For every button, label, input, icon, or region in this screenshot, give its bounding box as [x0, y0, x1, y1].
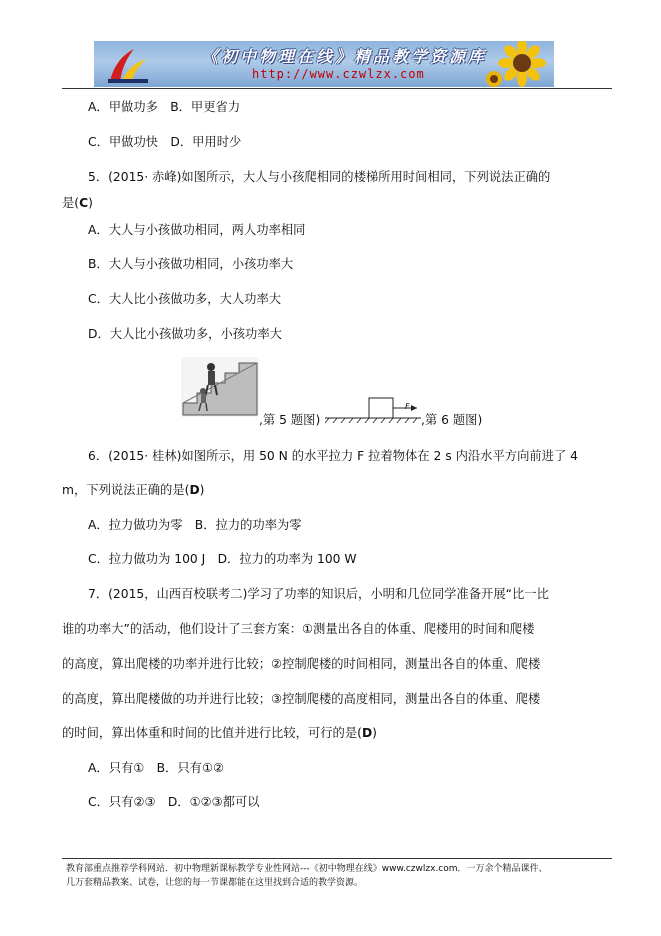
header-rule: [62, 88, 612, 89]
q6-options-cd: C．拉力做功为 100 J D．拉力的功率为 100 W: [88, 552, 357, 566]
q5-answer: C: [79, 196, 89, 210]
q5-option-a: A．大人与小孩做功相同，两人功率相同: [88, 223, 306, 237]
q7-stem-line3: 的高度，算出爬楼的功率并进行比较；②控制爬楼的时间相同，测量出各自的体重、爬楼: [62, 657, 541, 671]
q6-answer: D: [189, 483, 200, 497]
q5-stem-line2: 是(C): [62, 196, 93, 210]
q7-stem-line5: 的时间，算出体重和时间的比值并进行比较，可行的是(D): [62, 726, 377, 740]
q7-options-cd: C．只有②③ D．①②③都可以: [88, 795, 260, 809]
q6-stem-line2: m，下列说法正确的是(D): [62, 483, 205, 497]
fig6-force-label: F: [405, 402, 410, 411]
q6-options-ab: A．拉力做功为零 B．拉力的功率为零: [88, 518, 302, 532]
q7-stem-line2: 谁的功率大”的活动，他们设计了三套方案：①测量出各自的体重、爬楼用的时间和爬楼: [62, 622, 535, 636]
q5-option-c: C．大人比小孩做功多，大人功率大: [88, 292, 282, 306]
q7-stem-line1: 7．(2015，山西百校联考二)学习了功率的知识后，小明和几位同学准备开展“比一比: [88, 587, 549, 601]
q5-option-b: B．大人与小孩做功相同，小孩功率大: [88, 257, 294, 271]
q7-answer: D: [361, 726, 373, 740]
q4-options-ab: A．甲做功多 B．甲更省力: [88, 100, 241, 114]
q5-stem-line1: 5．(2015· 赤峰)如图所示，大人与小孩爬相同的楼梯所用时间相同，下列说法正确的: [88, 170, 551, 184]
header-banner: [94, 41, 554, 87]
q4-options-cd: C．甲做功快 D．甲用时少: [88, 135, 242, 149]
q6-stem-line1: 6．(2015· 桂林)如图所示，用 50 N 的水平拉力 F 拉着物体在 2 s 内沿水平方向前进了 4: [88, 449, 578, 463]
q5-option-d: D．大人比小孩做功多，小孩功率大: [88, 327, 282, 341]
fig5-caption: ,第 5 题图): [259, 413, 321, 427]
stairs-figure: [181, 357, 259, 417]
fig6-caption: ,第 6 题图): [421, 413, 483, 427]
footer-line1: 教育部重点推荐学科网站．初中物理新课标教学专业性网站---《初中物理在线》www.czwlzx.com．一万余个精品课件、: [66, 864, 548, 874]
site-logo-icon: [104, 45, 152, 85]
q7-stem-line4: 的高度，算出爬楼做的功并进行比较；③控制爬楼的高度相同，测量出各自的体重、爬楼: [62, 692, 541, 706]
q7-options-ab: A．只有① B．只有①②: [88, 761, 224, 775]
banner-title: 《初中物理在线》精品教学资源库: [202, 47, 488, 66]
footer-rule: [62, 858, 612, 859]
sunflower-icon: [482, 41, 554, 87]
footer-line2: 几万套精品教案、试卷，让您的每一节课都能在这里找到合适的教学资源。: [66, 878, 364, 888]
banner-url: http://www.czwlzx.com: [252, 67, 425, 81]
